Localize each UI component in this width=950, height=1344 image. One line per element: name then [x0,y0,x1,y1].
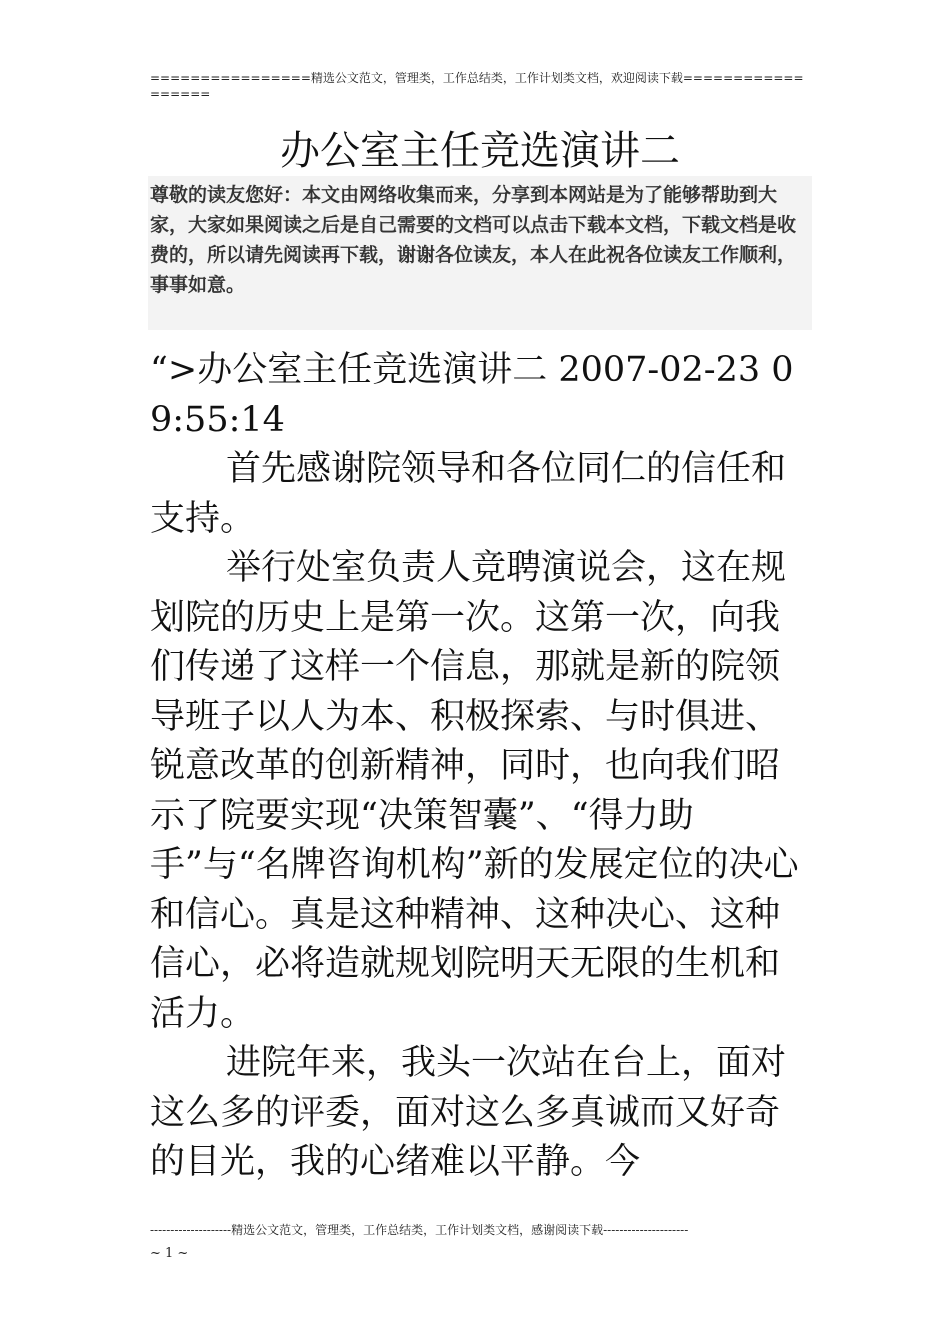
reader-notice-text: 尊敬的读友您好：本文由网络收集而来，分享到本网站是为了能够帮助到大家，大家如果阅读之后是自己需要的文档可以点击下载本文档，下载文档是收费的，所以请先阅读再下载，谢谢各位读友，本人在此祝各位读友工作顺利，事事如意。 [150,184,797,296]
paragraph: 首先感谢院领导和各位同仁的信任和支持。 [150,449,787,539]
article-heading-line: “>办公室主任竞选演讲二 2007-02-23 09:55:14 [150,350,794,440]
document-body [150,346,806,1188]
page-number: ~ 1 ~ [150,1246,189,1261]
page-footer: --------------------精选公文范文，管理类，工作总结类，工作计划类文档，感谢阅读下载--------------------- [150,1223,689,1237]
page-header: ================精选公文范文，管理类，工作总结类，工作计划类文档，欢迎阅读下载================== [150,71,804,101]
paragraph: 进院年来，我头一次站在台上，面对这么多的评委，面对这么多真诚而又好奇的目光，我的心绪难以平静。今 [150,1043,787,1182]
reader-notice-box [148,176,812,330]
document-title: 办公室主任竞选演讲二 [280,128,680,174]
paragraph: 举行处室负责人竞聘演说会，这在规划院的历史上是第一次。这第一次，向我们传递了这样一个信息，那就是新的院领导班子以人为本、积极探索、与时俱进、锐意改革的创新精神，同时，也向我们昭示了院要实现“决策智囊”、“得力助手”与“名牌咨询机构”新的发展定位的决心和信心。真是这种精神、这种决心、这种信心，必将造就规划院明天无限的生机和活力。 [150,548,799,1034]
